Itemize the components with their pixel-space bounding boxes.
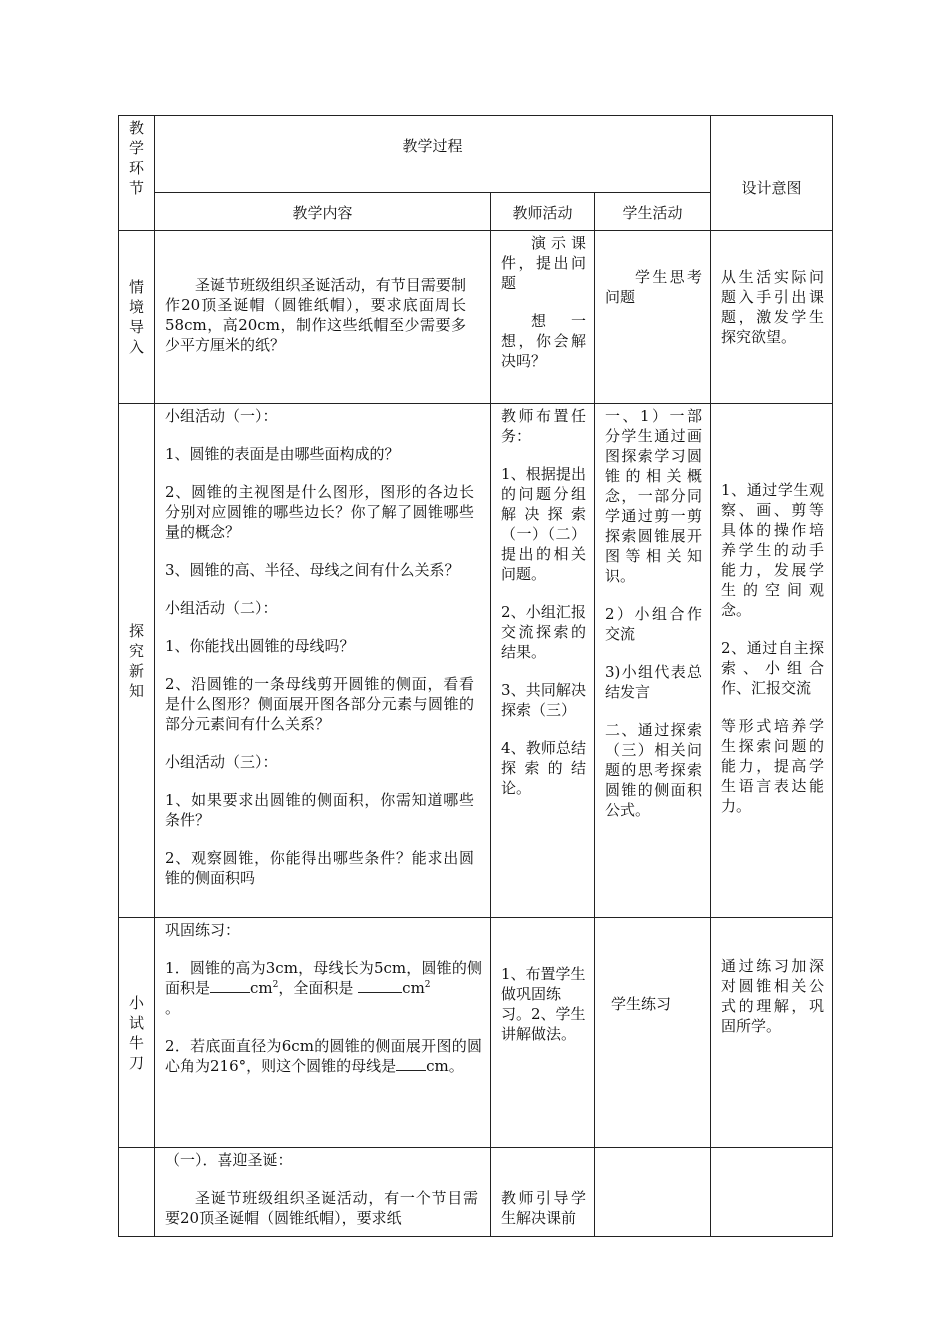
content-paragraph: 3、圆锥的高、半径、母线之间有什么关系？ — [165, 561, 460, 579]
content-paragraph: 2、沿圆锥的一条母线剪开圆锥的侧面，看看是什么图形？侧面展开图各部分元素与圆锥的部分元素间有什么关系？ — [165, 675, 474, 733]
teacher-continued-cell — [491, 1148, 595, 1237]
stage-continued-cell — [119, 1148, 155, 1237]
teacher-paragraph: 教师引导学生解决课前 — [501, 1189, 586, 1227]
teacher-paragraph: 1、根据提出的问题分组解决探索（一）（二）提出的相关问题。 — [501, 465, 586, 583]
student-practice-cell — [595, 918, 711, 1148]
student-paragraph: 二、通过探索（三）相关问题的思考探索圆锥的侧面积公式。 — [605, 721, 703, 819]
header-student-cell — [595, 193, 711, 231]
header-intent-cell — [711, 116, 833, 231]
header-intent-label: 设计意图 — [741, 179, 802, 197]
student-paragraph: 学生练习 — [611, 995, 672, 1013]
header-student-label: 学生活动 — [622, 203, 683, 222]
row-explore — [119, 404, 833, 918]
stage-practice-cell — [119, 918, 155, 1148]
stage-intro-cell — [119, 231, 155, 404]
content-paragraph: 圣诞节班级组织圣诞活动，有一个节目需要20顶圣诞帽（圆锥纸帽），要求纸 — [165, 1189, 478, 1227]
q1-unit-1: cm — [250, 979, 273, 997]
lesson-plan-table — [118, 115, 833, 1237]
content-paragraph: 1、如果要求出圆锥的侧面积，你需知道哪些条件？ — [165, 791, 474, 829]
student-paragraph: 一、1）一部分学生通过画图探索学习圆锥的相关概念，一部分同学通过剪一剪探索圆锥展开图等相关知识。 — [605, 407, 703, 585]
stage-explore-label: 探究新知 — [128, 621, 144, 700]
content-paragraph: （一）．喜迎圣诞： — [165, 1151, 293, 1169]
content-intro-cell — [155, 231, 491, 404]
q1-text-a: 1．圆锥的高为3cm，母线长为5cm，圆锥的侧面积是 — [165, 959, 482, 997]
header-process-label: 教学过程 — [402, 137, 463, 155]
intent-paragraph: 1、通过学生观察、画、剪等具体的操作培养学生的动手能力，发展学生的空间观念。 — [721, 481, 825, 619]
teacher-paragraph: 2、小组汇报交流探索的结果。 — [501, 603, 586, 661]
q2-unit: cm。 — [426, 1057, 464, 1075]
teacher-paragraph: 3、共同解决探索（三） — [501, 681, 586, 719]
intent-explore-cell — [711, 404, 833, 918]
intent-continued-cell — [711, 1148, 833, 1237]
intent-paragraph: 通过练习加深对圆锥相关公式的理解，巩固所学。 — [721, 957, 825, 1035]
student-paragraph: 2）小组合作交流 — [605, 605, 703, 643]
stage-explore-cell — [119, 404, 155, 918]
intent-paragraph: 等形式培养学生探索问题的能力，提高学生语言表达能力。 — [721, 717, 825, 815]
header-content-cell — [155, 193, 491, 231]
q1-unit-2: cm — [402, 979, 425, 997]
content-practice-cell — [155, 918, 491, 1148]
student-continued-cell — [595, 1148, 711, 1237]
header-stage-cell — [119, 116, 155, 231]
teacher-paragraph: 演示课件，提出问题 — [501, 234, 586, 292]
teacher-explore-cell — [491, 404, 595, 918]
header-content-label: 教学内容 — [292, 203, 353, 222]
teacher-paragraph: 教师布置任务： — [501, 407, 586, 445]
content-paragraph: 圣诞节班级组织圣诞活动，有节目需要制作20顶圣诞帽（圆锥纸帽），要求底面周长58cm，高20cm，制作这些纸帽至少需要多少平方厘米的纸？ — [165, 276, 466, 354]
q1-text-b: ，全面积是 — [278, 979, 354, 997]
intent-practice-cell — [711, 918, 833, 1148]
header-stage-label: 教学环节 — [128, 119, 144, 197]
header-row-1 — [119, 116, 833, 193]
student-paragraph: 学生思考问题 — [605, 268, 703, 306]
practice-question-2 — [165, 1036, 482, 1076]
stage-practice-label: 小试牛刀 — [128, 993, 144, 1072]
header-teacher-cell — [491, 193, 595, 231]
teacher-paragraph: 想一想，你会解决吗？ — [501, 312, 586, 370]
content-continued-cell — [155, 1148, 491, 1237]
content-paragraph: 1、你能找出圆锥的母线吗？ — [165, 637, 355, 655]
intent-paragraph: 从生活实际问题入手引出课题，激发学生探究欲望。 — [721, 268, 825, 346]
row-practice — [119, 918, 833, 1148]
intent-paragraph: 2、通过自主探索、小组合作、汇报交流 — [721, 639, 825, 697]
q1-sup-1: 2 — [272, 980, 279, 990]
content-paragraph: 2、观察圆锥，你能得出哪些条件？能求出圆锥的侧面积吗 — [165, 849, 474, 887]
practice-question-1 — [165, 958, 482, 1018]
teacher-intro-cell — [491, 231, 595, 404]
practice-title: 巩固练习： — [165, 921, 241, 939]
header-teacher-label: 教师活动 — [512, 203, 573, 222]
content-paragraph: 小组活动（二）： — [165, 599, 278, 617]
answer-blank-3[interactable] — [396, 1056, 426, 1071]
header-process-cell — [155, 116, 711, 193]
intent-intro-cell — [711, 231, 833, 404]
content-explore-cell — [155, 404, 491, 918]
student-intro-cell — [595, 231, 711, 404]
row-continued — [119, 1148, 833, 1237]
content-paragraph: 小组活动（三）： — [165, 753, 278, 771]
content-paragraph: 小组活动（一）： — [165, 407, 278, 425]
student-paragraph: 3)小组代表总结发言 — [605, 663, 703, 701]
content-paragraph: 1、圆锥的表面是由哪些面构成的？ — [165, 445, 400, 463]
content-paragraph: 2、圆锥的主视图是什么图形，图形的各边长分别对应圆锥的哪些边长？你了解了圆锥哪些量的概念？ — [165, 483, 474, 541]
q2-text-a: 2．若底面直径为6cm的圆锥的侧面展开图的圆心角为216°，则这个圆锥的母线是 — [165, 1037, 482, 1075]
student-explore-cell — [595, 404, 711, 918]
teacher-practice-cell — [491, 918, 595, 1148]
q1-end: 。 — [165, 999, 181, 1017]
q1-sup-2: 2 — [424, 980, 431, 990]
teacher-paragraph: 4、教师总结探索的结论。 — [501, 739, 586, 797]
teacher-paragraph: 1、布置学生做巩固练习。2、学生讲解做法。 — [501, 965, 586, 1043]
stage-intro-label: 情境导入 — [128, 278, 144, 356]
row-intro — [119, 231, 833, 404]
answer-blank-1[interactable] — [210, 978, 250, 993]
answer-blank-2[interactable] — [358, 978, 402, 993]
